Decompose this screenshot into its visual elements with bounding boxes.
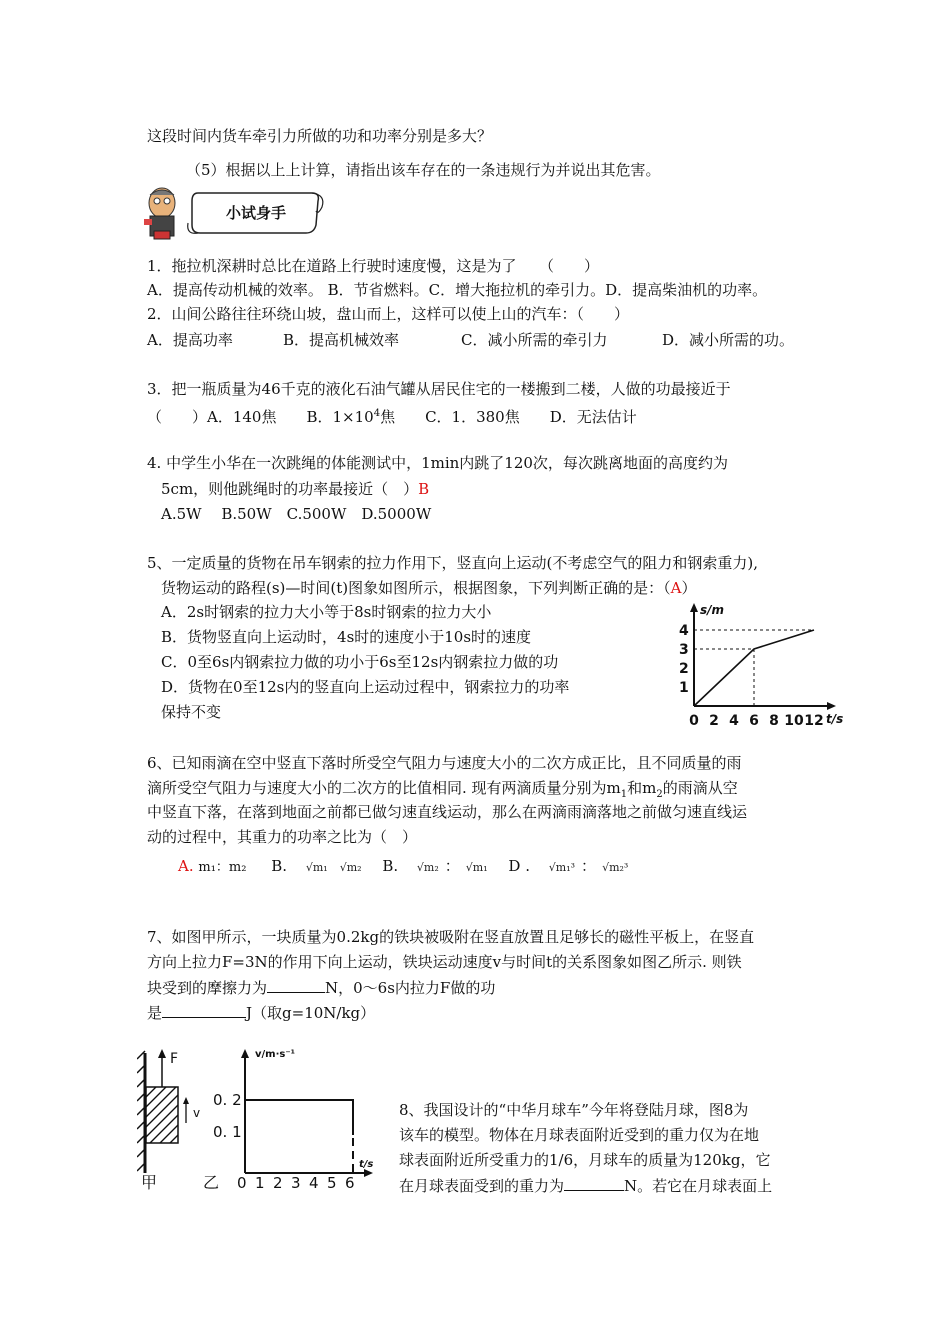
q2-option-a: A．提高功率	[147, 331, 233, 349]
st-y-tick: 1	[679, 680, 689, 696]
st-axes	[690, 603, 836, 710]
q2-option-b: B．提高机械效率	[283, 331, 400, 349]
v-t-x-tick: 1	[255, 1174, 265, 1192]
q5-answer: A	[670, 579, 682, 597]
q2-option-c: C．减小所需的牵引力	[461, 331, 608, 349]
q7-blank-2[interactable]	[162, 1001, 246, 1018]
s-t-chart	[664, 600, 844, 725]
q6-line-1: 6、已知雨滴在空中竖直下落时所受空气阻力与速度大小的二次方成正比，且不同质量的雨	[147, 754, 742, 772]
st-ylabel: s/m	[700, 603, 725, 617]
q6-option-c-label: B.	[382, 857, 399, 875]
q8-blank[interactable]	[564, 1174, 624, 1191]
q4-options: A.5W B.50W C.500W D.5000W	[161, 505, 432, 523]
v-t-tick-01: 0. 1	[213, 1123, 242, 1141]
st-y-tick: 3	[679, 642, 689, 658]
q8-line-1: 8、我国设计的“中华月球车”今年将登陆月球，图8为	[399, 1101, 749, 1119]
q2-option-d: D．减小所需的功。	[662, 331, 795, 349]
q6-line-4: 动的过程中，其重力的功率之比为（ ）	[147, 828, 418, 846]
q8-line-3: 球表面附近所受重力的1/6，月球车的质量为120kg，它	[399, 1151, 771, 1169]
v-t-xlabel: t/s	[359, 1159, 374, 1170]
st-x-tick: 2	[709, 713, 719, 725]
q7-line-4: 是 J（取g=10N/kg）	[147, 1001, 375, 1024]
st-xlabel: t/s	[826, 712, 844, 725]
q1-stem: 1．拖拉机深耕时总比在道路上行驶时速度慢，这是为了 （ ）	[147, 257, 600, 275]
q1-options: A．提高传动机械的效率。 B．节省燃料。C．增大拖拉机的牵引力。D．提高柴油机的功率。	[147, 281, 768, 299]
v-t-chart	[241, 1049, 373, 1177]
y-axis-arrow	[690, 603, 698, 612]
label-v: v	[193, 1106, 201, 1120]
st-x-tick: 10	[784, 713, 804, 725]
intro-line-2: （5）根据以上上计算，请指出该车存在的一条违规行为并说出其危害。	[186, 161, 661, 179]
q6-option-b-label: B.	[271, 857, 288, 875]
q8-line-4: 在月球表面受到的重力为 N。若它在月球表面上	[399, 1174, 772, 1197]
section-banner	[140, 185, 330, 243]
v-t-x-tick: 2	[273, 1174, 283, 1192]
magnetic-board-figure	[137, 1049, 189, 1173]
st-x-tick: 8	[769, 713, 779, 725]
intro-line-1: 这段时间内货车牵引力所做的功和功率分别是多大？	[147, 127, 493, 145]
q7-line-3: 块受到的摩擦力为 N，0～6s内拉力F做的功	[147, 976, 495, 999]
v-t-x-tick: 0	[237, 1174, 247, 1192]
q5-option-c: C．0至6s内钢索拉力做的功小于6s至12s内钢索拉力做的功	[161, 653, 559, 671]
q3-stem: 3．把一瓶质量为46千克的液化石油气罐从居民住宅的一楼搬到二楼，人做的功最接近于	[147, 380, 731, 398]
st-y-tick: 2	[679, 661, 689, 677]
q7-line-2: 方向上拉力F=3N的作用下向上运动，铁块运动速度v与时间t的关系图象如图乙所示. 则铁	[147, 953, 742, 971]
q7-blank-1[interactable]	[267, 976, 325, 993]
q8-line-2: 该车的模型。物体在月球表面附近受到的重力仅为在地	[399, 1126, 760, 1144]
q2-stem: 2．山间公路往往环绕山坡，盘山而上，这样可以使上山的汽车：（ ）	[147, 305, 630, 323]
v-t-x-tick: 5	[327, 1174, 337, 1192]
label-F: F	[170, 1051, 179, 1067]
st-x-tick: 12	[804, 713, 824, 725]
label-jia: 甲	[141, 1173, 158, 1192]
st-y-tick: 4	[679, 623, 689, 639]
label-yi: 乙	[203, 1173, 220, 1192]
v-t-line	[245, 1100, 353, 1135]
q6-options: A. m₁：m₂ B. √m₁ √m₂ B. √m₂ ： √m₁ D . √m₁³ ： √m₂³	[178, 857, 629, 875]
q5-stem-2: 货物运动的路程(s)—时间(t)图象如图所示，根据图象，下列判断正确的是：（A）	[161, 579, 697, 597]
banner-title: 小试身手	[225, 204, 286, 222]
v-t-x-tick: 6	[345, 1174, 355, 1192]
q5-option-a: A．2s时钢索的拉力大小等于8s时钢索的拉力大小	[161, 603, 492, 621]
x-axis-arrow	[827, 702, 836, 710]
q7-line-1: 7、如图甲所示，一块质量为0.2kg的铁块被吸附在竖直放置且足够长的磁性平板上，在竖直	[147, 928, 755, 946]
v-t-ylabel: v/m·s⁻¹	[255, 1049, 295, 1060]
q5-option-b: B．货物竖直向上运动时，4s时的速度小于10s时的速度	[161, 628, 532, 646]
q3-options: （ ）A．140焦 B．$1\times 10^4$焦 C．1．380焦 D．无法估计	[147, 408, 637, 426]
v-t-tick-02: 0. 2	[213, 1091, 242, 1109]
q4-answer: B	[418, 480, 430, 498]
q4-stem: 4. 中学生小华在一次跳绳的体能测试中，1min内跳了120次，每次跳离地面的高度约为	[147, 454, 728, 472]
st-x-tick: 6	[749, 713, 759, 725]
q5-stem: 5、一定质量的货物在吊车钢索的拉力作用下，竖直向上运动(不考虑空气的阻力和钢索重力),	[147, 554, 759, 572]
q5-option-d: D．货物在0至12s内的竖直向上运动过程中，钢索拉力的功率	[161, 678, 570, 696]
q4-stem-2: 5cm，则他跳绳时的功率最接近（ ）B	[161, 480, 430, 498]
st-x-tick: 4	[729, 713, 739, 725]
v-t-x-tick: 3	[291, 1174, 301, 1192]
q5-option-d-cont: 保持不变	[161, 703, 222, 721]
st-x-tick: 0	[689, 713, 699, 725]
q6-line-2: 滴所受空气阻力与速度大小的二次方的比值相同. 现有两滴质量分别为$m_1$和$m_2$的雨滴从空	[147, 779, 738, 800]
q6-option-d-label: D .	[508, 857, 530, 875]
q7-figure	[137, 1045, 377, 1195]
v-t-x-tick: 4	[309, 1174, 319, 1192]
q6-line-3: 中竖直下落，在落到地面之前都已做匀速直线运动，那么在两滴雨滴落地之前做匀速直线运	[147, 803, 748, 821]
q6-option-a-text: m₁：m₂	[198, 860, 247, 875]
q6-option-a-label: A.	[178, 857, 194, 875]
